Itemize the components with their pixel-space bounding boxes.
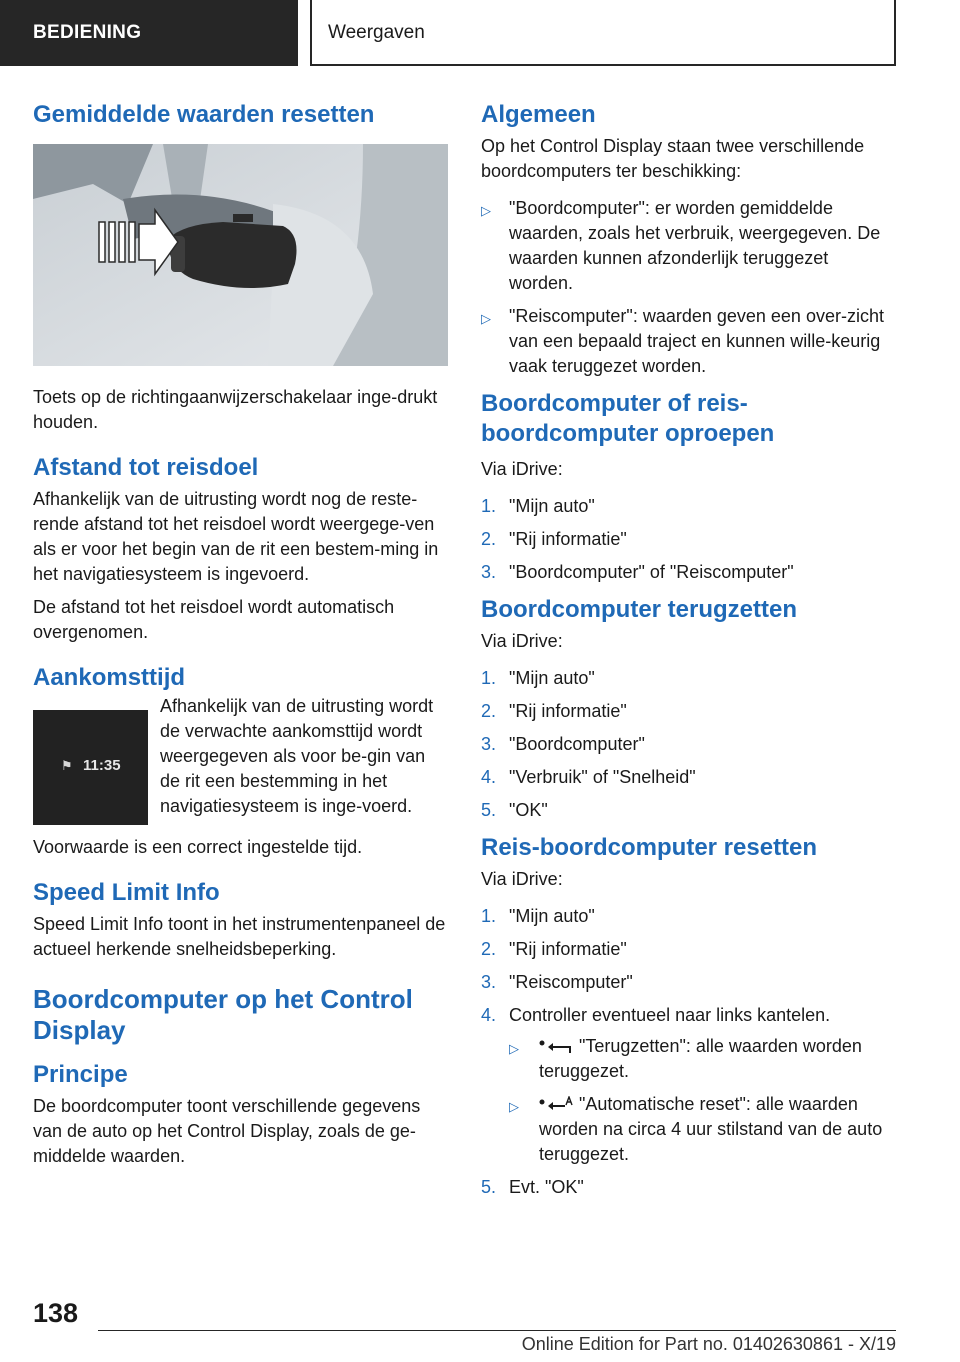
instruction-text: Toets op de richtingaanwijzerschakelaar inge-drukt houden. [33,387,438,432]
heading-speed-limit-info: Speed Limit Info [33,879,220,906]
step-number: 3. [481,972,497,992]
destination-flag-icon: ⚑ [61,758,73,773]
terugzetten-steps [481,666,896,823]
list-item: 2. "Rij informatie" [481,527,896,552]
left-column [33,100,448,1169]
via-idrive-label: Via iDrive: [481,631,563,651]
chapter-title: Weergaven [310,0,896,66]
page-header [0,0,960,66]
turn-signal-lever-photo [33,144,448,366]
aankomsttijd-text-2: Voorwaarde is een correct ingestelde tijd. [33,837,363,857]
section-boordcomputer-control-display [33,984,448,1046]
step-number: 1. [481,906,497,926]
list-item: 3. "Boordcomputer" of "Reiscomputer" [481,560,896,585]
footer-divider [98,1330,896,1331]
afstand-text-2: De afstand tot het reisdoel wordt automatisch overgenomen. [33,597,395,642]
auto-reset-icon [539,1096,573,1114]
arrival-time-value: 11:35 [83,757,121,774]
list-item: ▷ "Reiscomputer": waarden geven een over-zicht van een bepaald traject en kunnen wille-keurig vaak teruggezet worden. [481,306,884,376]
heading-gemiddelde-waarden: Gemiddelde waarden resetten [33,101,375,128]
step-number: 2. [481,939,497,959]
via-idrive-label: Via iDrive: [481,459,563,479]
heading-oproepen: Boordcomputer of reis-boordcomputer oproepen [481,390,775,447]
page-number: 138 [33,1298,79,1328]
bullet-triangle-icon: ▷ [509,1099,519,1114]
step-number: 3. [481,562,497,582]
list-item: 4. "Verbruik" of "Snelheid" [481,765,896,790]
oproepen-steps [481,494,896,585]
section-reis-resetten [481,833,896,1200]
bullet-triangle-icon: ▷ [481,203,491,218]
heading-reis-boordcomputer-resetten: Reis-boordcomputer resetten [481,834,818,861]
list-item: 5. Evt. "OK" [481,1175,896,1200]
heading-terugzetten: Boordcomputer terugzetten [481,596,798,623]
boordcomputer-types-list [481,196,896,379]
list-item: 3. "Boordcomputer" [481,732,896,757]
step-number: 3. [481,734,497,754]
step-number: 5. [481,1177,497,1197]
heading-boordcomputer-control-display: Boordcomputer op het Control Display [33,984,413,1045]
principe-text: De boordcomputer toont verschillende gegevens van de auto op het Control Display, zoals de ge-middelde waarden. [33,1096,421,1166]
section-terugzetten [481,595,896,823]
step-number: 4. [481,1005,497,1025]
list-item: 3. "Reiscomputer" [481,970,896,995]
step-number: 2. [481,529,497,549]
algemeen-text: Op het Control Display staan twee verschillende boordcomputers ter beschikking: [481,136,865,181]
heading-principe: Principe [33,1061,128,1088]
bullet-triangle-icon: ▷ [481,311,491,326]
section-aankomsttijd [33,663,448,860]
heading-algemeen: Algemeen [481,101,596,128]
right-column [481,100,896,1208]
heading-afstand-tot-reisdoel: Afstand tot reisdoel [33,454,259,481]
list-item: 2. "Rij informatie" [481,937,896,962]
list-item: 5. "OK" [481,798,896,823]
section-oproepen [481,389,896,585]
heading-aankomsttijd: Aankomsttijd [33,664,186,691]
resetten-steps [481,904,896,1200]
step-number: 4. [481,767,497,787]
list-item: 1. "Mijn auto" [481,666,896,691]
step-number: 2. [481,701,497,721]
arrival-time-display [33,710,148,825]
section-principe [33,1060,448,1169]
section-afstand [33,453,448,645]
afstand-text-1: Afhankelijk van de uitrusting wordt nog de reste-rende afstand tot het reisdoel wordt weergege-ven als er voor het begin van de rit een bestem-ming in het navigatiesysteem is ingevoerd. [33,489,439,584]
section-speed-limit [33,878,448,962]
reset-icon [539,1039,573,1055]
step-number: 1. [481,496,497,516]
list-item: ▷ "Boordcomputer": er worden gemiddelde waarden, zoals het verbruik, weergegeven. De waarden kunnen afzonderlijk teruggezet worden. [481,198,881,293]
list-item: ▷ "Terugzetten": alle waarden worden teruggezet. [509,1036,862,1081]
speed-limit-text: Speed Limit Info toont in het instrumentenpaneel de actueel herkende snelheidsbeperking. [33,914,446,959]
list-item: 1. "Mijn auto" [481,494,896,519]
list-item: ▷ "Automatische reset": alle waarden worden na circa 4 uur stilstand van de auto teruggezet. [509,1094,883,1164]
edition-info: Online Edition for Part no. 01402630861 - X/19 [521,1334,896,1354]
bullet-triangle-icon: ▷ [509,1041,519,1056]
via-idrive-label: Via iDrive: [481,869,563,889]
step-number: 5. [481,800,497,820]
list-item: 1. "Mijn auto" [481,904,896,929]
step-number: 1. [481,668,497,688]
section-tab: BEDIENING [0,0,298,66]
reset-options-list [509,1034,896,1167]
list-item: 4. Controller eventueel naar links kantelen. ▷ "Terugzetten": alle waarden worden teruggezet. ▷ "Automatische reset": alle waarden worden na circa 4 uur stilstand van de auto teruggezet. [481,1003,896,1167]
list-item: 2. "Rij informatie" [481,699,896,724]
aankomsttijd-text-1: Afhankelijk van de uitrusting wordt de verwachte aankomsttijd wordt weergegeven als voor be-gin van de rit een bestemming in het navigatiesysteem is inge-voerd. [160,696,434,816]
